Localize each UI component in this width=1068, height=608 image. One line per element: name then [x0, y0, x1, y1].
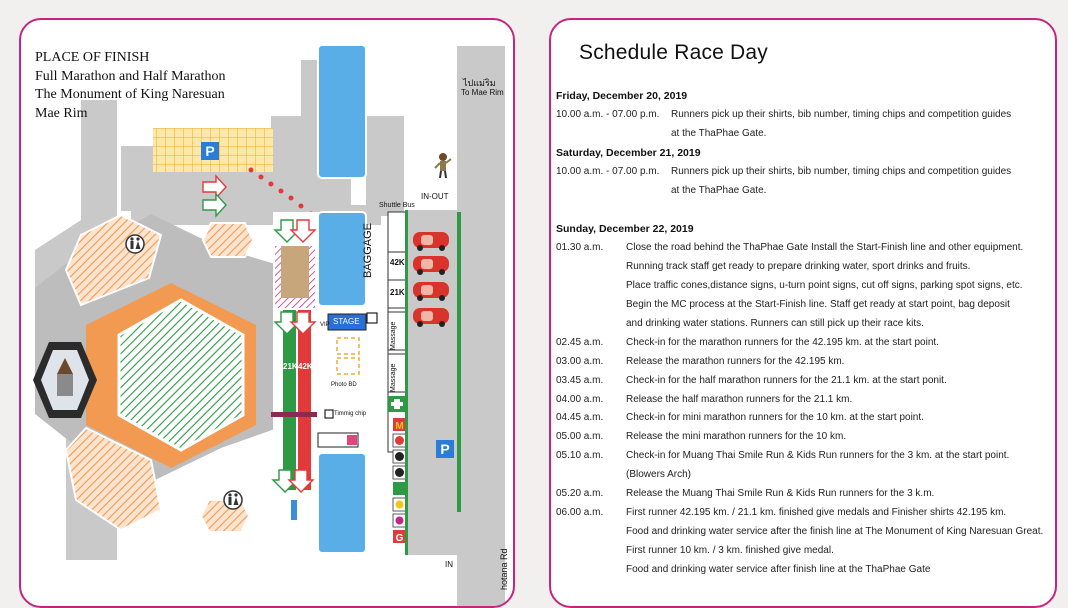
day-heading: Sunday, December 22, 2019	[556, 223, 694, 236]
svg-text:G: G	[395, 533, 404, 544]
water-pools	[318, 45, 366, 553]
map-title-block	[35, 49, 226, 123]
map-title-line: The Monument of King Naresuan	[35, 87, 225, 102]
baggage-42k-label: 42K	[390, 258, 405, 267]
baggage-label: BAGGAGE	[362, 222, 374, 278]
lane-42k-label: 42K	[298, 362, 313, 371]
vip-label: VIP	[320, 322, 330, 328]
schedule-description: and drinking water stations. Runners can still pick up their race kits.	[626, 317, 924, 329]
schedule-time: 04.45 a.m.	[556, 412, 604, 424]
schedule-description: Check-in for Muang Thai Smile Run & Kids Run runners for the 3 km. at the start point.	[626, 450, 1010, 462]
schedule-time: 10.00 a.m. - 07.00 p.m.	[556, 165, 660, 177]
restroom-icon	[126, 235, 144, 253]
restroom-icon	[224, 491, 242, 509]
schedule-title: Schedule Race Day	[579, 41, 769, 64]
schedule-description: Check-in for the marathon runners for the 42.195 km. at the start point.	[626, 336, 939, 348]
schedule-description: Running track staff get ready to prepare drinking water, sport drinks and fruits.	[626, 261, 971, 273]
schedule-description: Release the Muang Thai Smile Run & Kids Run runners for the 3 k.m.	[626, 488, 935, 499]
traffic-officer-icon	[435, 153, 451, 178]
massage-label-2: Massage	[390, 363, 397, 392]
lane-21k-label: 21K	[283, 362, 298, 371]
service-area	[318, 310, 387, 450]
schedule-description: First runner 10 km. / 3 km. finished give medal.	[626, 544, 834, 556]
mae-rim-thai-label: ไปแม่ริม	[463, 78, 496, 88]
svg-text:M: M	[395, 421, 404, 432]
schedule-description: Release the half marathon runners for the 21.1 km.	[626, 393, 853, 405]
schedule-description: Food and drinking water service after the finish line at The Monument of King Naresuan Great.	[626, 525, 1044, 537]
schedule-time: 06.00 a.m.	[556, 506, 604, 518]
schedule-panel	[549, 18, 1057, 608]
finish-map-panel	[19, 18, 515, 608]
schedule-time: 05.10 a.m.	[556, 450, 604, 462]
stage-label: STAGE	[333, 317, 360, 326]
massage-label: Massage	[390, 321, 397, 350]
in-label: IN	[445, 560, 453, 569]
schedule-description: Check-in for the half marathon runners for the 21.1 km. at the start ponit.	[626, 374, 947, 386]
schedule-description: Runners pick up their shirts, bib number, timing chips and competition guides	[671, 108, 1012, 120]
day-heading: Friday, December 20, 2019	[556, 90, 688, 102]
photo-bd-label: Photo BD	[331, 382, 357, 388]
timing-chip-label: Timmig chip	[334, 411, 367, 417]
schedule-time: 04.00 a.m.	[556, 393, 604, 405]
finish-chute	[271, 212, 319, 557]
schedule-description: First runner 42.195 km. / 21.1 km. finished give medals and Finisher shirts 42.195 km.	[626, 506, 1007, 518]
map-title-line: PLACE OF FINISH	[35, 50, 150, 65]
green-walkway-left	[405, 210, 408, 555]
schedule-description: at the ThaPhae Gate.	[671, 127, 767, 139]
green-walkway	[457, 212, 461, 512]
day-heading: Saturday, December 21, 2019	[556, 146, 701, 159]
schedule-description: Place traffic cones,distance signs, u-turn point signs, cut off signs, parking spot signs, etc.	[626, 280, 1023, 292]
schedule-description: Release the marathon runners for the 42.195 km.	[626, 355, 845, 367]
schedule-time: 02.45 a.m.	[556, 336, 604, 348]
in-out-label: IN-OUT	[421, 192, 449, 201]
schedule-description: Runners pick up their shirts, bib number, timing chips and competition guides	[671, 165, 1012, 177]
map-title-line: Mae Rim	[35, 105, 88, 121]
vendor-icons	[393, 418, 406, 544]
baggage-21k-label: 21K	[390, 288, 405, 297]
shuttle-bus-label: Shuttle Bus	[379, 202, 415, 209]
schedule-description: Close the road behind the ThaPhae Gate Install the Start-Finish line and other equipment.	[626, 242, 1024, 254]
schedule-time: 05.00 a.m.	[556, 431, 604, 443]
schedule-description: Food and drinking water service after finish line at the ThaPhae Gate	[626, 563, 931, 575]
schedule-time: 05.20 a.m.	[556, 488, 604, 499]
schedule-description: at the ThaPhae Gate.	[671, 184, 767, 196]
map-title-line: Full Marathon and Half Marathon	[35, 68, 226, 84]
road-name-label: hotana Rd	[499, 548, 509, 590]
schedule-time: 03.45 a.m.	[556, 374, 604, 386]
schedule-description: Begin the MC process at the Start-Finish line. Staff get ready at start point, bag deposit	[626, 299, 1010, 310]
parking-letter: P	[205, 143, 215, 159]
to-mae-rim-label: To Mae Rim	[461, 88, 504, 97]
schedule-description: Check-in for mini marathon runners for the 10 km. at the start point.	[626, 412, 924, 424]
schedule-time: 01.30 a.m.	[556, 242, 604, 254]
schedule-description: (Blowers Arch)	[626, 469, 692, 481]
schedule-time: 10.00 a.m. - 07.00 p.m.	[556, 108, 660, 120]
schedule-time: 03.00 a.m.	[556, 355, 604, 367]
schedule-description: Release the mini marathon runners for the 10 km.	[626, 431, 847, 443]
parking-letter-right: P	[440, 441, 450, 457]
